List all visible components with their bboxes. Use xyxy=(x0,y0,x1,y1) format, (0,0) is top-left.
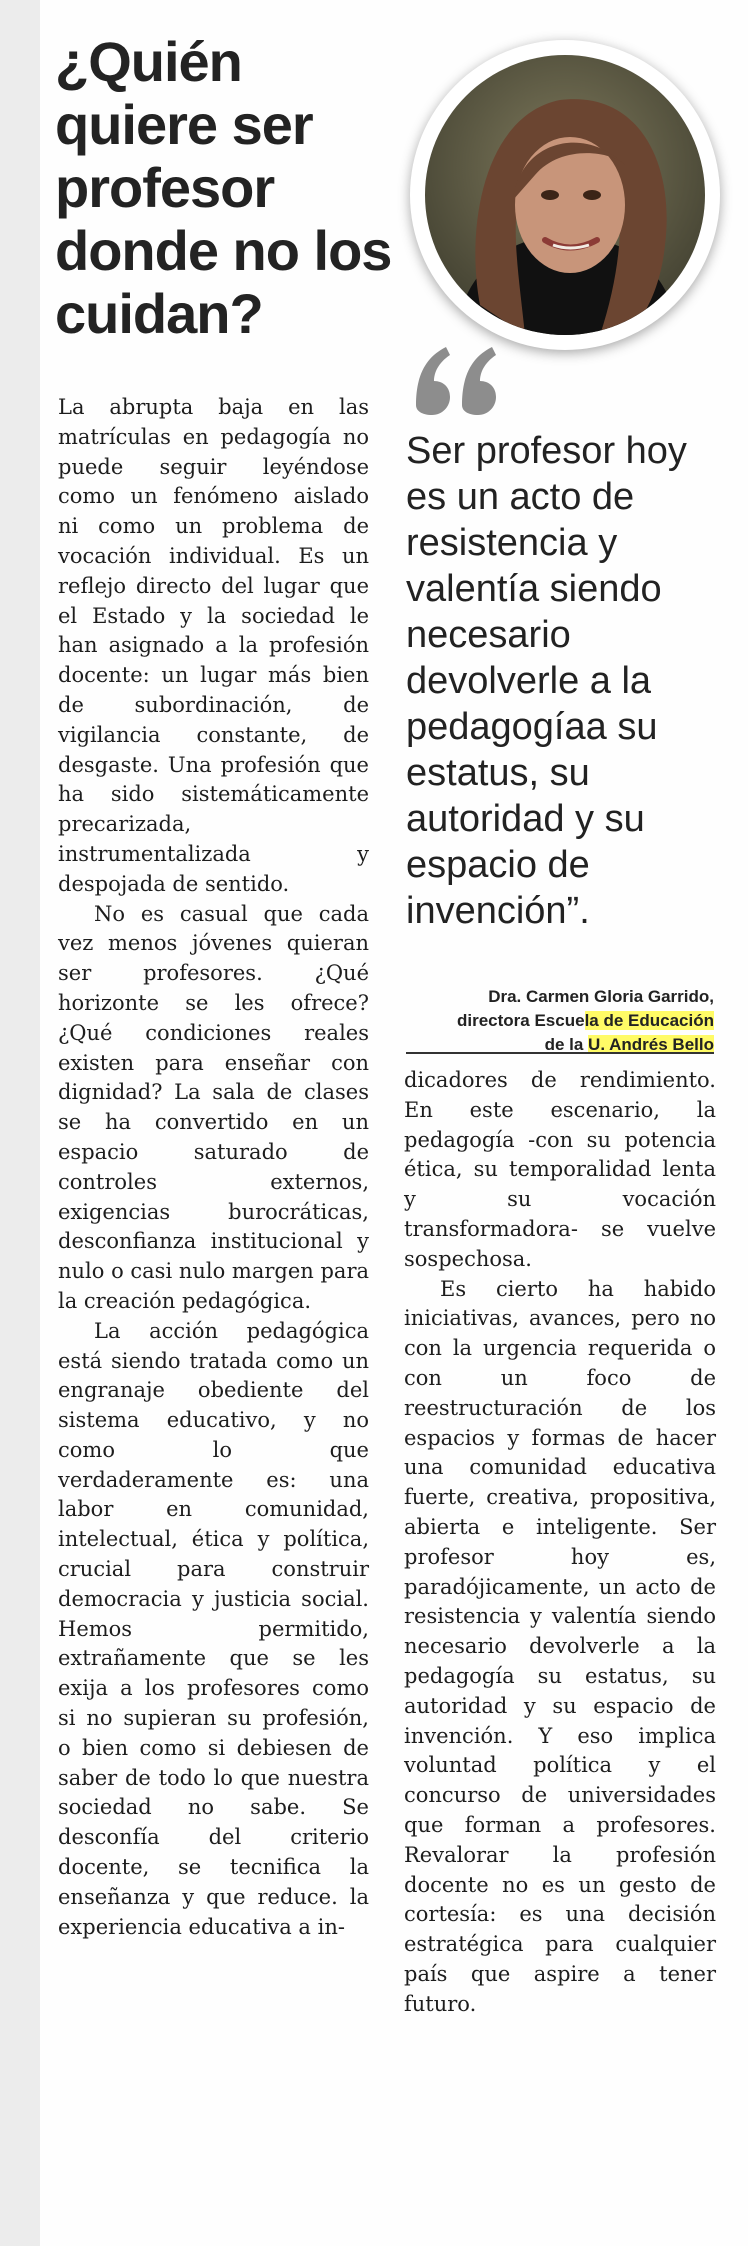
author-portrait xyxy=(425,55,705,335)
highlighted-text: la de Educación xyxy=(584,1011,714,1030)
opening-quote-icon xyxy=(408,335,508,425)
quote-attribution xyxy=(394,985,714,1057)
attribution-role: directora Escuela de Educación xyxy=(457,1011,714,1030)
paragraph: La abrupta baja en las matrículas en pedagogía no puede seguir leyéndose como un fenómeno aislado ni como un problema de vocación individual. Es un reflejo directo del lugar que el Estado y la sociedad le han asignado a la profesión docente: un lugar más bien de subordinación, de vigilancia constante, de desgaste. Una profesión que ha sido sistemáticamente precarizada, instrumentalizada y despojada de sentido. xyxy=(58,395,369,896)
paragraph: dicadores de rendimiento. En este escenario, la pedagogía -con su potencia ética, su temporalidad lenta y su vocación transformadora- se vuelve sospechosa. xyxy=(404,1068,716,1271)
paragraph: Es cierto ha habido iniciativas, avances, pero no con la urgencia requerida o con un foco de reestructuración de los espacios y formas de hacer una comunidad educativa fuerte, creativa, propositiva, abierta e inteligente. Ser profesor hoy es, paradójicamente, un acto de resistencia y valentía siendo necesario devolverle a la pedagogía su estatus, su autoridad y su espacio de invención. Y eso implica voluntad política y el concurso de universidades que forman a profesores. Revalorar la profesión docente no es un gesto de cortesía: es una decisión estratégica para cualquier país que aspire a tener futuro. xyxy=(404,1276,716,2016)
column-divider-rule xyxy=(406,1052,714,1054)
highlighted-text: U. Andrés Bello xyxy=(588,1035,714,1054)
attribution-institution: de la U. Andrés Bello xyxy=(544,1035,714,1054)
author-photo-frame xyxy=(410,40,720,350)
article-title: ¿Quién quiere ser profesor donde no los cuidan? xyxy=(55,30,392,345)
paragraph: La acción pedagógica está siendo tratada como un engranaje obediente del sistema educativo, y no como lo que verdaderamente es: una labor en comunidad, intelectual, ética y política, crucial para construir democracia y justicia social. Hemos permitido, extrañamente que se les exija a los profesores como si no supieran su profesión, o bien como si debiesen de saber de todo lo que nuestra sociedad no sabe. Se desconfía del criterio docente, se tecnifica la enseñanza y que reduce. la experiencia educativa a in- xyxy=(58,1318,369,1939)
article-body-column-1 xyxy=(58,393,369,1942)
attribution-name: Dra. Carmen Gloria Garrido, xyxy=(488,987,714,1006)
paragraph: No es casual que cada vez menos jóvenes quieran ser profesores. ¿Qué horizonte se les ofrece? ¿Qué condiciones reales existen para enseñar con dignidad? La sala de clases se ha convertido en un espacio saturado de controles externos, exigencias burocráticas, desconfianza institucional y nulo o casi nulo margen para la creación pedagógica. xyxy=(58,901,370,1313)
article-body-column-2 xyxy=(404,1066,716,2020)
pull-quote: Ser profesor hoy es un acto de resistencia y valentía siendo necesario devolverle a la pedagogíaa su estatus, su autoridad y su espacio de invención”. xyxy=(406,430,687,932)
